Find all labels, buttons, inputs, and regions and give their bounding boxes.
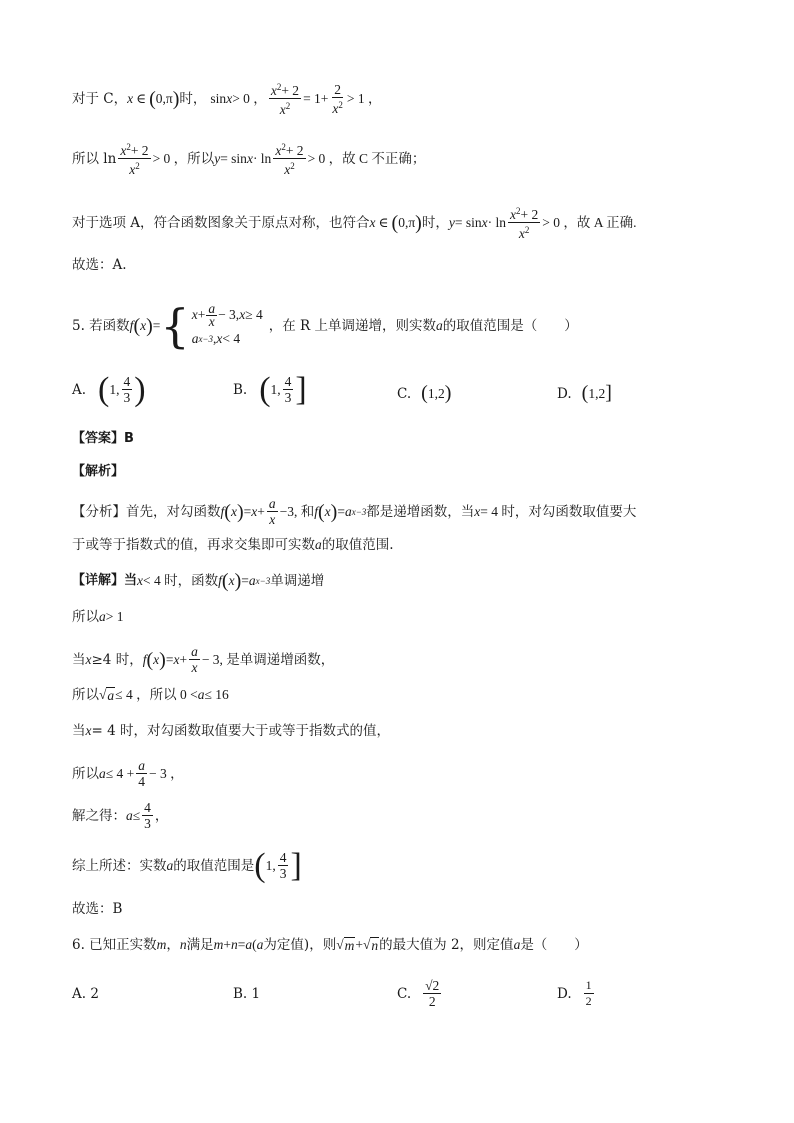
detail-line-6: 所以 a ≤ 4 + $\frac{a}{4}$ − 3 ， bbox=[72, 758, 184, 789]
option-5a[interactable]: A. ( 1, $\frac{4}{3}$ ) bbox=[72, 370, 146, 408]
analysis-line-1: 【分析】首先，对勾函数 f ( x ) = x + $\frac{a}{x}$ −3, 和 f ( x ) = a x−3 都是递增函数，当 x = 4 时，对勾函数取值要大 bbox=[72, 496, 637, 527]
analysis-line-2: 于或等于指数式的值，再求交集即可实数 a 的取值范围. bbox=[72, 537, 394, 553]
analysis-label: 【解析】 bbox=[72, 464, 125, 479]
answer-label: 【答案】B bbox=[72, 431, 134, 446]
sqrt-symbol: √ n bbox=[363, 937, 379, 953]
fraction: $\frac{2}{x^2}$ bbox=[332, 81, 343, 116]
detail-line-3: 当 x ≥4 时， f ( x ) = x + $\frac{a}{x}$ − 3, 是单调递增函数， bbox=[72, 644, 335, 675]
option-6a[interactable]: A. 2 bbox=[72, 986, 99, 1002]
fraction: $\frac{x^2+ 2}{x^2}$ bbox=[270, 82, 300, 117]
sqrt-symbol: √ m bbox=[336, 937, 355, 953]
option-6c[interactable]: C. $\frac{√2}{2}$ bbox=[397, 978, 440, 1009]
answer-line-a: 故选：A. bbox=[72, 257, 127, 273]
question-5: 5. 若函数 f ( x ) = { x + $\frac{a}{x}$ − 3, x ≥ 4 a x−3 , x < 4 ，在 R 上单调递增，则实数 a 的取值范围是（ ） bbox=[72, 299, 578, 353]
solution-line-c: 对于 C， x ∈ ( 0,π ) 时， sin x > 0 ， $\frac{x^2+ 2}{x^2}$ = 1+ $\frac{2}{x^2}$ > 1 ， bbox=[72, 81, 382, 117]
fraction: $\frac{x^2+ 2}{x^2}$ bbox=[509, 206, 539, 241]
detail-line-1: 【详解】当 x < 4 时，函数 f ( x ) = a x−3 单调递增 bbox=[72, 570, 325, 592]
detail-line-7: 解之得： a ≤ $\frac{4}{3}$ ， bbox=[72, 800, 169, 831]
fraction: $\frac{x^2+ 2}{x^2}$ bbox=[120, 142, 149, 177]
detail-line-4: 所以 √ a ≤ 4 ，所以 0 < a ≤ 16 bbox=[72, 684, 734, 706]
detail-line-2: 所以 a > 1 bbox=[72, 609, 124, 625]
answer-line-b: 故选：B bbox=[72, 901, 123, 917]
option-5d[interactable]: D. ( 1,2 ] bbox=[557, 382, 612, 404]
solution-line-ln: 所以 ln $\frac{x^2+ 2}{x^2}$ > 0 ，所以 y = sin x · ln $\frac{x^2+ 2}{x^2}$ > 0 ，故 C 不正确； bbox=[72, 142, 426, 177]
sqrt-symbol: √ a bbox=[99, 687, 115, 703]
option-5c[interactable]: C. ( 1,2 ) bbox=[397, 382, 452, 404]
left-brace-icon: { bbox=[160, 299, 190, 353]
option-5b[interactable]: B. ( 1, $\frac{4}{3}$ ] bbox=[233, 370, 307, 408]
solution-line-a: 对于选项 A，符合函数图象关于原点对称，也符合 x ∈ ( 0,π ) 时， y = sin x · ln $\frac{x^2+ 2}{x^2}$ > 0 ，故 A 正确. bbox=[72, 206, 637, 241]
option-6b[interactable]: B. 1 bbox=[233, 986, 261, 1002]
question-6: 6. 已知正实数 m ， n 满足 m + n = a ( a 为定值)，则 √ m + √ n 的最大值为 2，则定值 a 是（ ） bbox=[72, 934, 734, 956]
fraction: $\frac{x^2+ 2}{x^2}$ bbox=[275, 142, 304, 177]
option-6d[interactable]: D. $\frac{1}{2}$ bbox=[557, 978, 592, 1008]
piecewise-cases: x + $\frac{a}{x}$ − 3, x ≥ 4 a x−3 , x < 4 bbox=[191, 300, 263, 346]
detail-line-5: 当 x = 4 时，对勾函数取值要大于或等于指数式的值， bbox=[72, 723, 390, 739]
detail-line-8: 综上所述：实数 a 的取值范围是 ( 1, $\frac{4}{3}$ ] bbox=[72, 846, 302, 884]
